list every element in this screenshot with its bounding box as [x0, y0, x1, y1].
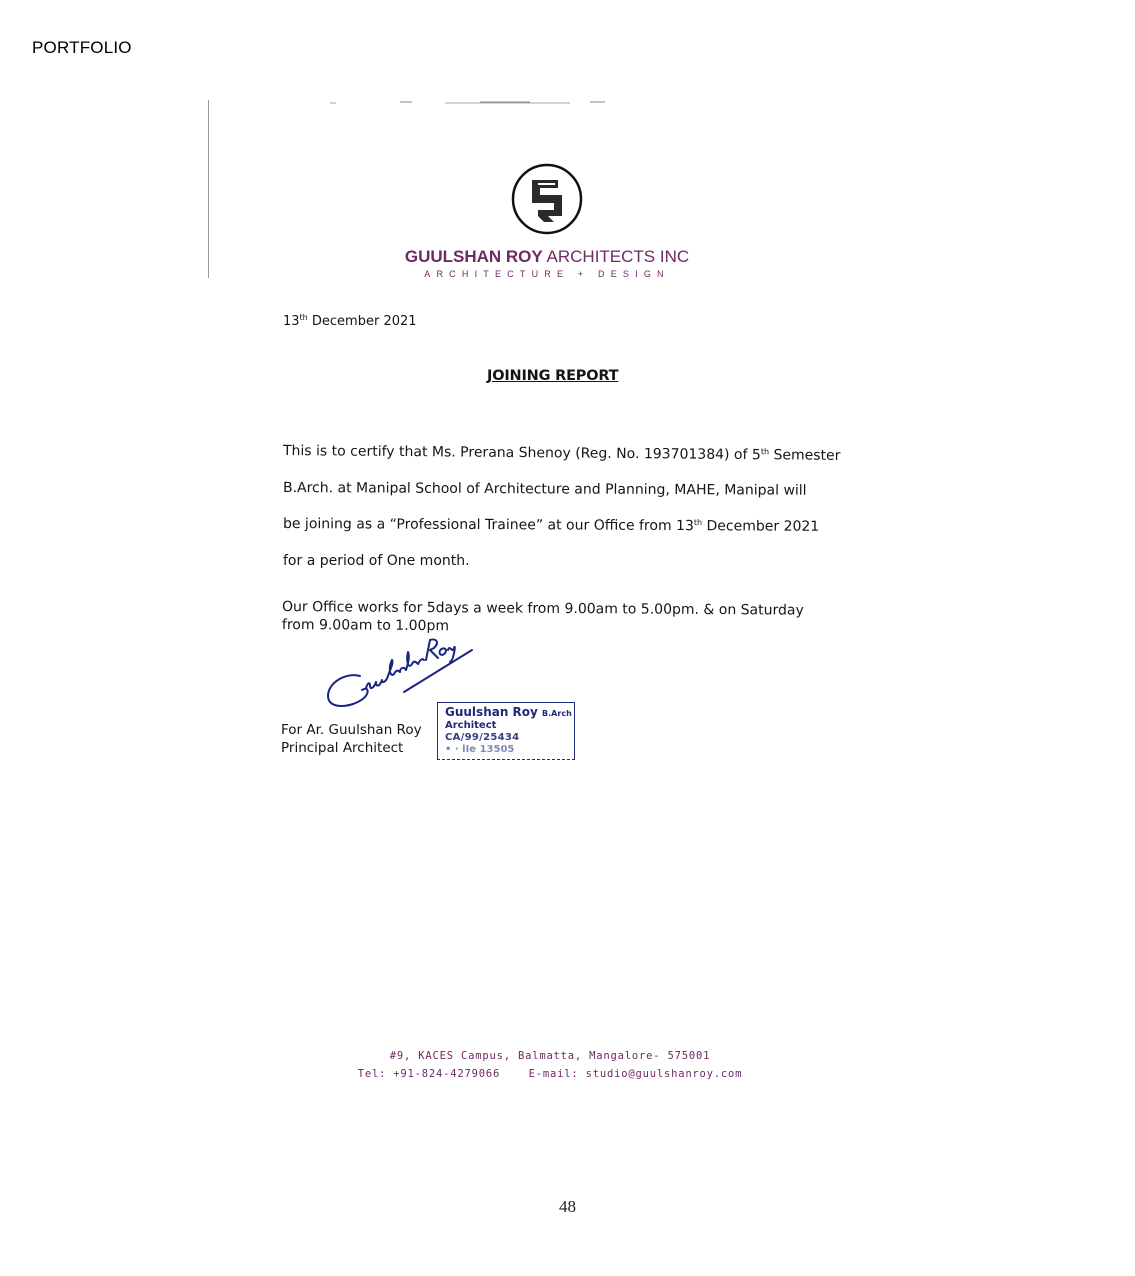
p1l1-a: This is to certify that Ms. Prerana Shenoy (Reg. No. 193701384) of 5 — [282, 443, 761, 464]
signatory-name: For Ar. Guulshan Roy — [281, 722, 422, 738]
footer-email: E-mail: studio@guulshanroy.com — [528, 1068, 743, 1080]
letter-date — [283, 314, 417, 329]
stamp-registration: CA/99/25434 — [445, 732, 520, 743]
paragraph-2-line-1: Our Office works for 5days a week from 9.00am to 5.00pm. & on Saturday — [282, 599, 804, 619]
date-rest: December 2021 — [307, 314, 417, 329]
footer-tel: Tel: +91-824-4279066 — [357, 1068, 501, 1080]
firm-name-rest: ARCHITECTS INC — [542, 247, 690, 266]
stamp-name-line — [445, 706, 574, 720]
paragraph-1-line-1 — [283, 433, 841, 474]
firm-tagline: ARCHITECTURE + DESIGN — [424, 269, 670, 279]
scan-artifact-dashes — [330, 101, 610, 105]
architect-stamp — [437, 702, 575, 760]
p1l1-sup: th — [760, 447, 770, 457]
date-suffix: th — [299, 313, 308, 322]
paragraph-2-line-2: from 9.00am to 1.00pm — [281, 617, 450, 635]
portfolio-header: PORTFOLIO — [32, 38, 132, 57]
footer-address: #9, KACES Campus, Balmatta, Mangalore- 575001 — [389, 1050, 711, 1062]
p1l3-sup: th — [693, 518, 703, 528]
firm-name-bold: GUULSHAN ROY — [404, 247, 543, 266]
footer-contact — [300, 1065, 800, 1083]
stamp-title: Architect — [445, 720, 497, 731]
stamp-line-4: • · lIe 13505 — [445, 744, 515, 754]
p1l3-a: be joining as a “Professional Trainee” at our Office from 13 — [282, 516, 694, 535]
date-day: 13 — [283, 314, 300, 329]
firm-name — [300, 247, 794, 267]
paragraph-1-line-3 — [283, 506, 841, 545]
paragraph-1-line-4: for a period of One month. — [283, 552, 470, 569]
page-number: 48 — [559, 1197, 576, 1216]
paragraph-1-line-2: B.Arch. at Manipal School of Architecture and Planning, MAHE, Manipal will — [282, 479, 807, 499]
gr-monogram-logo — [510, 162, 584, 236]
footer-address-block — [300, 1047, 800, 1083]
scan-edge-line — [208, 100, 209, 278]
letter-paragraph-1 — [283, 433, 840, 579]
p1l3-b: December 2021 — [702, 518, 820, 535]
signatory-title: Principal Architect — [281, 740, 404, 756]
stamp-name: Guulshan Roy — [445, 705, 538, 719]
letter-title: JOINING REPORT — [487, 368, 619, 384]
signatory-block — [281, 721, 422, 757]
p1l1-b: Semester — [768, 447, 841, 464]
stamp-degree: B.Arch — [542, 709, 572, 718]
